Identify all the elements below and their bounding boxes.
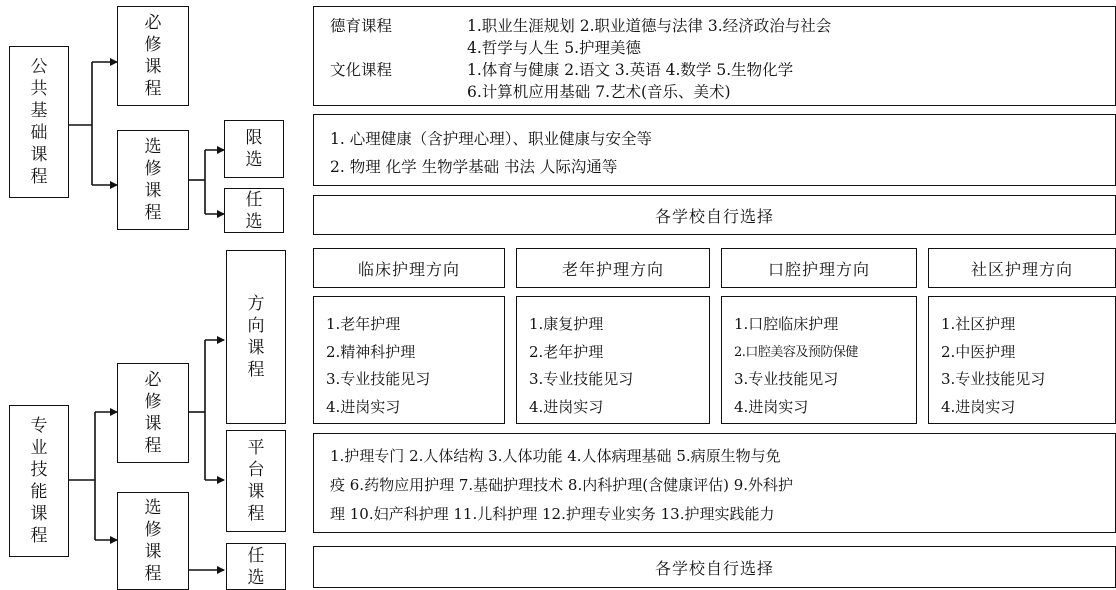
- public-basic-label: 公共基础课程: [30, 57, 48, 187]
- optional-label-1: 任选: [245, 189, 263, 232]
- list-item: 1.口腔临床护理: [734, 315, 839, 333]
- list-item: 4.进岗实习: [529, 397, 604, 416]
- moral-category: 德育课程: [330, 17, 393, 35]
- list-item: 3.专业技能见习: [326, 370, 431, 388]
- prof-elective-label: 选修课程: [144, 498, 162, 584]
- list-item: 1.康复护理: [529, 315, 604, 333]
- list-item: 2.老年护理: [529, 342, 604, 361]
- direction-title-oral: 口腔护理方向: [767, 259, 870, 279]
- limited-courses-box: [313, 114, 1116, 186]
- direction-list-elderly: [516, 296, 710, 424]
- direction-course-node: [226, 250, 286, 424]
- direction-header-elderly: [516, 248, 710, 288]
- optional-elective-node-2: [226, 543, 286, 590]
- direction-list-community: [928, 296, 1116, 424]
- public-required-label: 必修课程: [144, 13, 162, 99]
- limited-elective-node: [224, 120, 284, 178]
- list-item: 1.老年护理: [326, 315, 401, 333]
- school-choice-box-2: [313, 546, 1116, 588]
- list-item: 3.专业技能见习: [941, 370, 1046, 388]
- platform-courses-line1: 1.护理专门 2.人体结构 3.人体功能 4.人体病理基础 5.病原生物与免: [330, 447, 781, 465]
- public-elective-label: 选修课程: [144, 137, 162, 223]
- direction-label: 方向课程: [247, 294, 265, 380]
- professional-skill-course-node: [9, 405, 69, 557]
- list-item: 2.中医护理: [941, 342, 1016, 361]
- list-item: 4.进岗实习: [734, 397, 809, 416]
- school-choice-box-1: [313, 195, 1116, 235]
- list-item: 2.精神科护理: [326, 342, 416, 361]
- culture-courses-line1: 1.体育与健康 2.语文 3.英语 4.数学 5.生物化学: [467, 61, 794, 79]
- direction-header-community: [928, 248, 1116, 288]
- platform-label: 平台课程: [247, 438, 265, 524]
- public-required-node: [117, 6, 189, 106]
- prof-elective-node: [117, 492, 189, 590]
- direction-title-clinical: 临床护理方向: [357, 259, 460, 279]
- moral-courses-line1: 1.职业生涯规划 2.职业道德与法律 3.经济政治与社会: [467, 17, 832, 35]
- list-item: 2.口腔美容及预防保健: [734, 344, 858, 360]
- direction-list-oral: [721, 296, 917, 424]
- limited-courses-line2: 2. 物理 化学 生物学基础 书法 人际沟通等: [330, 158, 618, 176]
- optional-elective-node-1: [224, 188, 284, 233]
- professional-label: 专业技能课程: [30, 416, 48, 546]
- limited-label: 限选: [245, 128, 263, 170]
- list-item: 4.进岗实习: [326, 397, 401, 416]
- prof-required-node: [117, 363, 189, 463]
- platform-courses-line2: 疫 6.药物应用护理 7.基础护理技术 8.内科护理(含健康评估) 9.外科护: [330, 476, 794, 494]
- platform-courses-box: [313, 433, 1116, 533]
- public-required-courses-box: [313, 6, 1116, 106]
- school-choice-text-1: 各学校自行选择: [654, 206, 774, 226]
- culture-courses-line2: 6.计算机应用基础 7.艺术(音乐、美术): [467, 83, 731, 101]
- direction-header-clinical: [313, 248, 505, 288]
- direction-header-oral: [721, 248, 917, 288]
- culture-category: 文化课程: [330, 61, 393, 79]
- public-elective-node: [117, 130, 189, 230]
- direction-title-elderly: 老年护理方向: [561, 259, 664, 279]
- direction-list-clinical: [313, 296, 505, 424]
- platform-course-node: [226, 430, 286, 532]
- direction-title-community: 社区护理方向: [970, 259, 1073, 279]
- platform-courses-line3: 理 10.妇产科护理 11.儿科护理 12.护理专业实务 13.护理实践能力: [330, 505, 775, 523]
- school-choice-text-2: 各学校自行选择: [654, 558, 774, 578]
- public-basic-course-node: [9, 46, 69, 198]
- list-item: 1.社区护理: [941, 315, 1016, 333]
- optional-label-2: 任选: [247, 545, 265, 588]
- list-item: 3.专业技能见习: [529, 370, 634, 388]
- limited-courses-line1: 1. 心理健康（含护理心理）、职业健康与安全等: [330, 130, 652, 148]
- moral-courses-line2: 4.哲学与人生 5.护理美德: [467, 39, 642, 57]
- list-item: 3.专业技能见习: [734, 370, 839, 388]
- list-item: 4.进岗实习: [941, 397, 1016, 416]
- prof-required-label: 必修课程: [144, 370, 162, 456]
